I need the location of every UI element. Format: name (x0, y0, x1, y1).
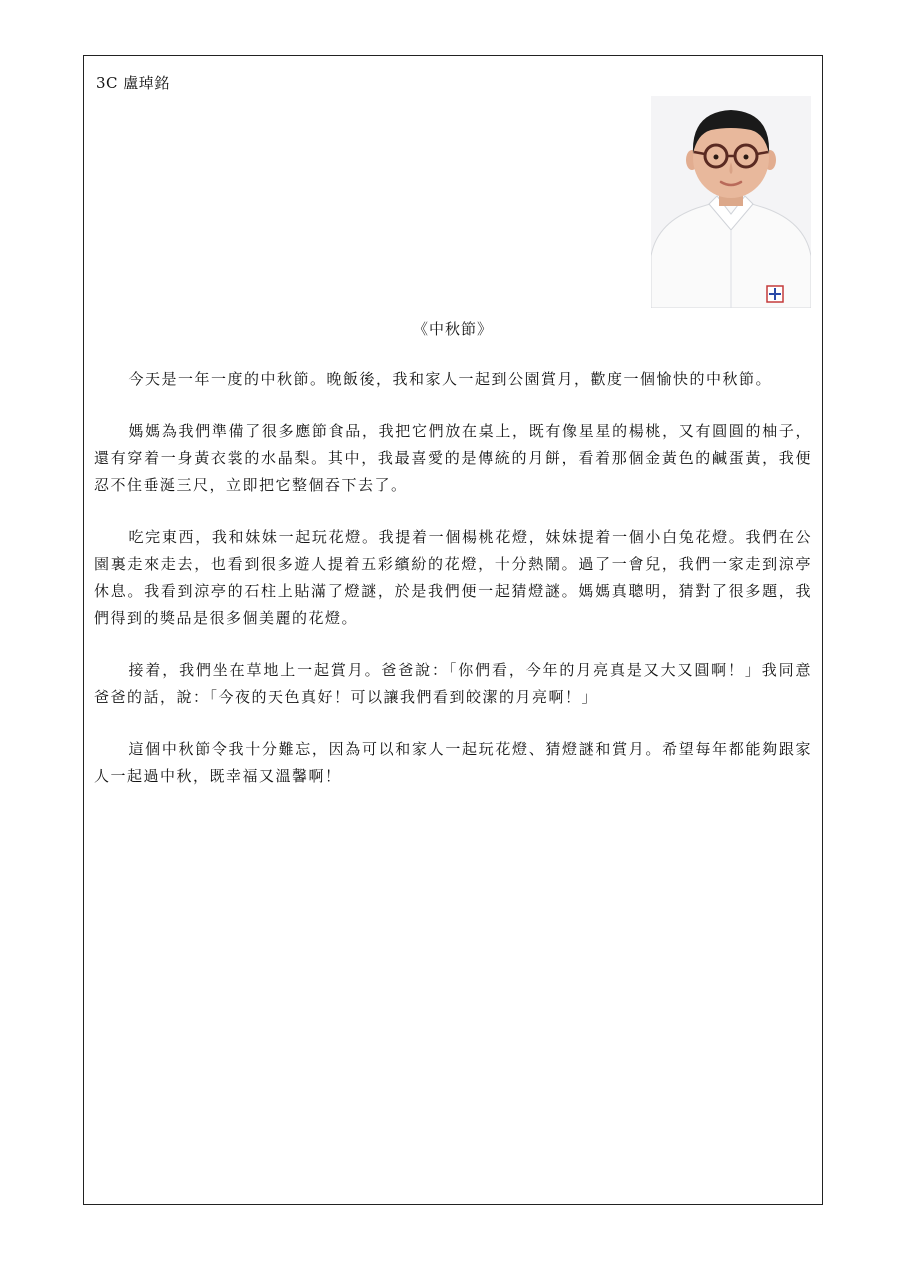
author-label: 3C 盧琸銘 (96, 74, 170, 92)
essay-title: 《中秋節》 (412, 320, 493, 338)
paragraph-3: 吃完東西，我和妹妹一起玩花燈。我提着一個楊桃花燈，妹妹提着一個小白兔花燈。我們在公園裏走來走去，也看到很多遊人提着五彩繽紛的花燈，十分熱鬧。過了一會兒，我們一家走到涼亭休息。我看到涼亭的石柱上貼滿了燈謎，於是我們便一起猜燈謎。媽媽真聰明，猜對了很多題，我們得到的獎品是很多個美麗的花燈。 (94, 528, 812, 627)
paragraph-4: 接着，我們坐在草地上一起賞月。爸爸說：「你們看，今年的月亮真是又大又圓啊！」我同意爸爸的話，說：「今夜的天色真好！可以讓我們看到皎潔的月亮啊！」 (94, 661, 812, 706)
paragraph-2: 媽媽為我們準備了很多應節食品，我把它們放在桌上，既有像星星的楊桃，又有圓圓的柚子，還有穿着一身黃衣裳的水晶梨。其中，我最喜愛的是傳統的月餅，看着那個金黃色的鹹蛋黃，我便忍不住垂涎三尺，立即把它整個吞下去了。 (94, 422, 812, 494)
paragraph-1: 今天是一年一度的中秋節。晚飯後，我和家人一起到公園賞月，歡度一個愉快的中秋節。 (128, 370, 773, 388)
essay-body (94, 366, 812, 815)
document-frame (83, 55, 823, 1205)
student-portrait-icon (651, 96, 811, 308)
student-photo (651, 96, 811, 308)
paragraph-5: 這個中秋節令我十分難忘，因為可以和家人一起玩花燈、猜燈謎和賞月。希望每年都能夠跟家人一起過中秋，既幸福又溫馨啊！ (94, 740, 812, 785)
